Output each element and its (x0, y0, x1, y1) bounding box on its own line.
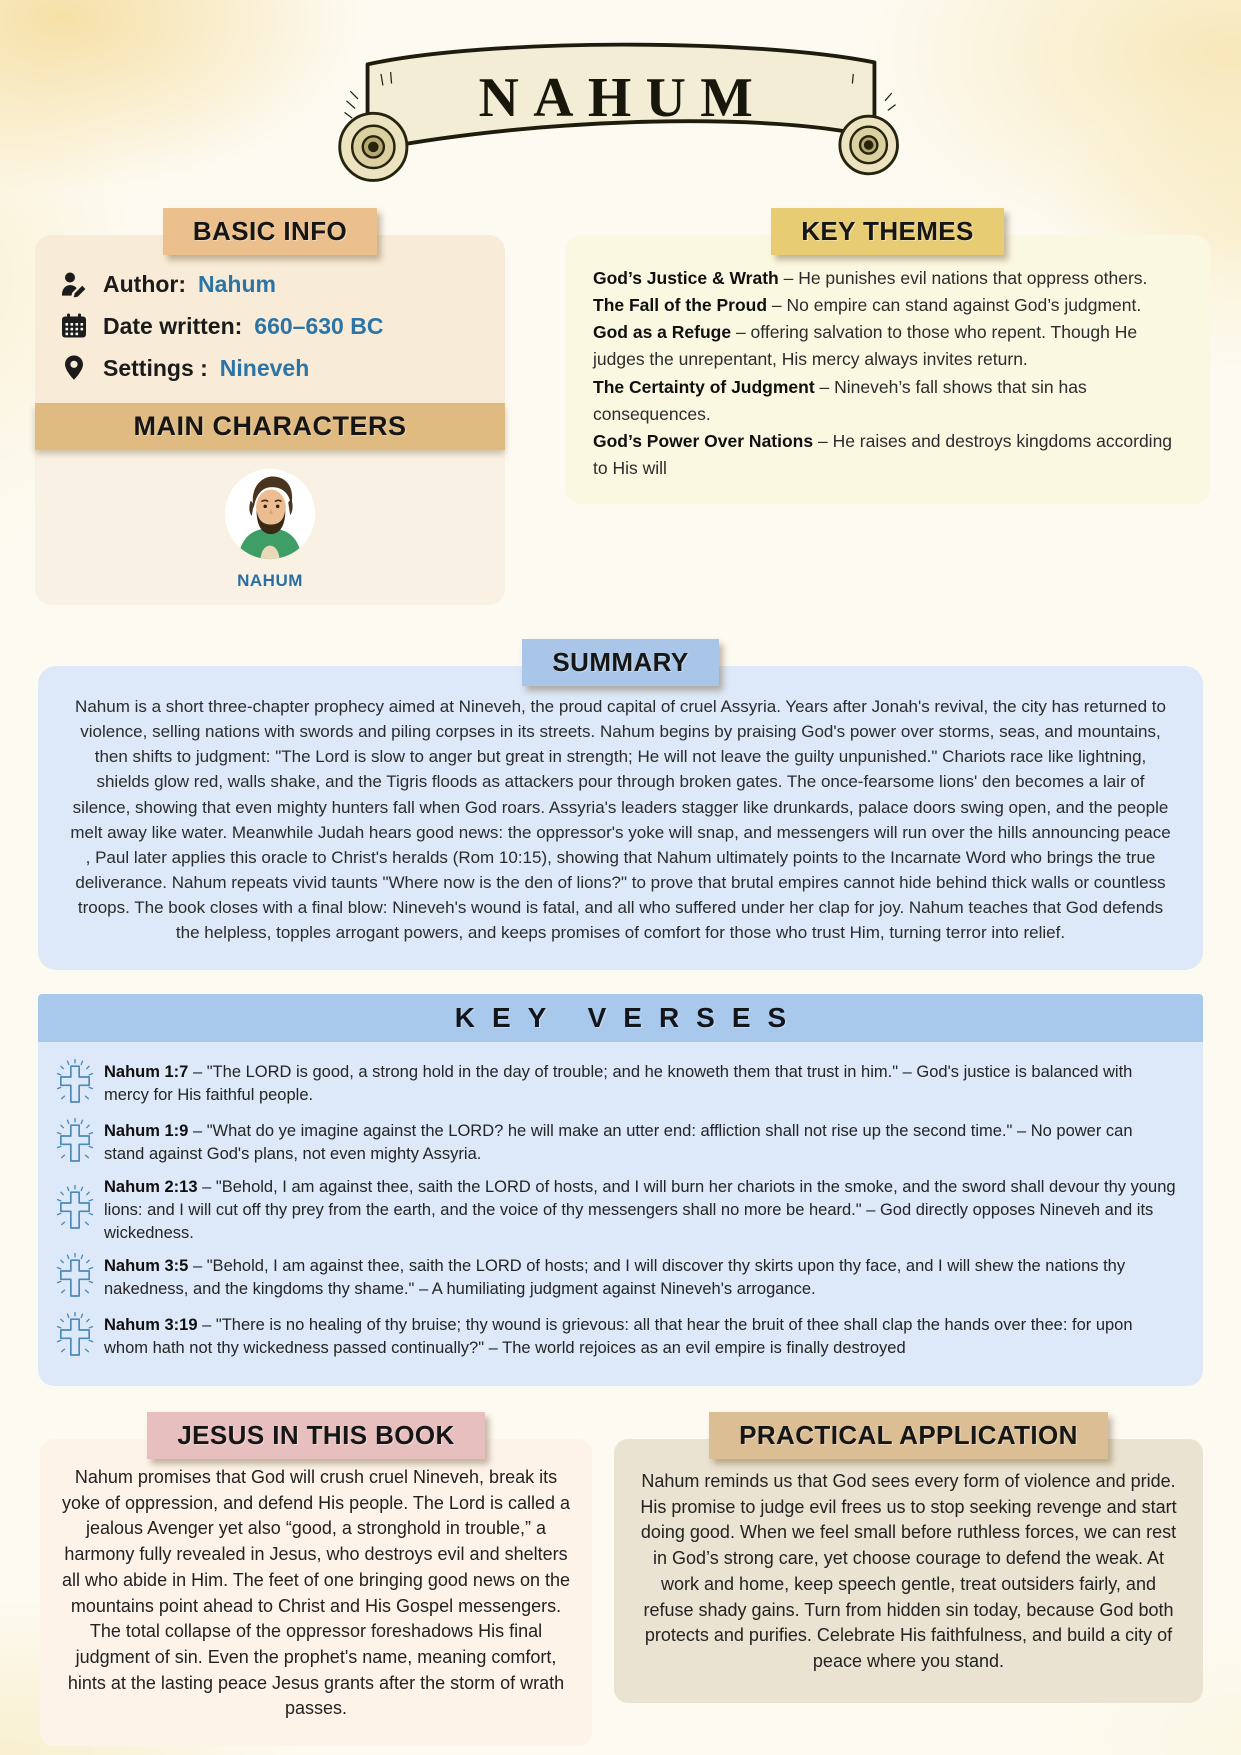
theme-item (593, 292, 1184, 319)
author-value: Nahum (198, 270, 276, 297)
date-row (59, 311, 485, 341)
theme-text: – Nineveh’s fall shows that sin has consequences. (593, 376, 1087, 424)
shining-cross-icon (52, 1252, 98, 1305)
key-verses-header: KEY VERSES (38, 994, 1203, 1042)
summary-section (38, 639, 1203, 970)
verse-text: – "There is no healing of thy bruise; thy wound is grievous: all that hear the bruit of thee shall clap the hands over thee: for upon whom hath not thy wickedness passed continually?" – The world rejoices as an evil empire is finally destroyed (104, 1315, 1133, 1358)
verse-item (52, 1117, 1177, 1170)
theme-title: The Fall of the Proud (593, 295, 768, 316)
theme-item (593, 374, 1184, 428)
settings-value: Nineveh (219, 354, 310, 381)
practical-application-header: PRACTICAL APPLICATION (709, 1412, 1108, 1459)
shining-cross-icon (52, 1184, 98, 1237)
theme-text: – No empire can stand against God’s judgment. (767, 295, 1142, 316)
verse-ref: Nahum 1:9 (104, 1121, 189, 1140)
summary-panel (38, 666, 1203, 970)
verse-text-block (98, 1061, 1177, 1108)
date-value: 660–630 BC (254, 312, 384, 339)
summary-text: Nahum is a short three-chapter prophecy aimed at Nineveh, the proud capital of cruel Assyria. Years after Jonah's revival, the city has returned to violence, selling nations with swords and piling corpses in its streets. Nahum begins by praising God's power over storms, seas, and mountains, then shifts to judgment: "The Lord is slow to anger but great in strength; He will not leave the guilty unpunished." Chariots race like lightning, shields glow red, walls shake, and the Tigris floods as attackers pour through broken gates. The once-fearsome lions' den becomes a lair of silence, showing that even mighty hunters fall when God roars. Assyria's leaders stagger like drunkards, palace doors swing open, and the people melt away like water. Meanwhile Judah hears good news: the oppressor's yoke will snap, and messengers will run over the hills announcing peace , Paul later applies this oracle to Christ's heralds (Rom 10:15), showing that Nahum ultimately points to the Incarnate Word who brings the true deliverance. Nahum repeats vivid taunts "Where now is the den of lions?" to prove that brutal empires cannot hide behind thick walls or countless troops. The book closes with a final blow: Nineveh's wound is fatal, and all who suffered under her clap for joy. Nahum teaches that God defends the helpless, topples arrogant powers, and keeps promises of comfort for those who trust Him, turning terror into relief. (70, 697, 1171, 943)
verse-text: – "What do ye imagine against the LORD? he will make an utter end: affliction shall not rise up the second time." – No power can stand against God's plans, not even mighty Assyria. (104, 1121, 1133, 1164)
jesus-column (40, 1412, 592, 1746)
verse-text-block (98, 1120, 1177, 1167)
key-verses-section (38, 994, 1203, 1386)
theme-item (593, 319, 1184, 373)
verse-item (52, 1058, 1177, 1111)
jesus-in-this-book-header: JESUS IN THIS BOOK (147, 1412, 484, 1459)
theme-title: God’s Justice & Wrath (593, 268, 779, 288)
jesus-in-this-book-panel (40, 1439, 592, 1746)
verse-item (52, 1311, 1177, 1364)
verse-text-block (98, 1255, 1177, 1302)
key-themes-panel (565, 235, 1210, 504)
theme-item (593, 428, 1184, 482)
location-icon (59, 353, 89, 383)
practical-column (614, 1412, 1203, 1703)
bottom-row (40, 1412, 1203, 1746)
verse-ref: Nahum 2:13 (104, 1177, 198, 1196)
verse-item (52, 1176, 1177, 1246)
date-label: Date written: (103, 312, 243, 339)
key-verses-panel (38, 1042, 1203, 1386)
title-banner (0, 0, 1241, 194)
key-themes-header: KEY THEMES (771, 208, 1004, 255)
theme-text: – He raises and destroys kingdoms according to His will (593, 430, 1173, 478)
author-label: Author: (103, 270, 187, 297)
main-characters-panel (35, 450, 505, 605)
scroll-banner-graphic (311, 24, 931, 192)
character-name: NAHUM (237, 571, 303, 590)
shining-cross-icon (52, 1058, 98, 1111)
verse-text: – "Behold, I am against thee, saith the LORD of hosts, and I will burn her chariots in the smoke, and the sword shall devour thy young lions: and I will cut off thy prey from the earth, and the voice of thy messengers shall no more be heard." – God directly opposes Nineveh and its wickedness. (104, 1177, 1176, 1243)
verse-ref: Nahum 1:7 (104, 1062, 189, 1081)
shining-cross-icon (52, 1117, 98, 1170)
settings-row (59, 353, 485, 383)
nahum-avatar-icon (222, 466, 318, 562)
calendar-icon (59, 311, 89, 341)
summary-header: SUMMARY (522, 639, 718, 686)
basic-info-header: BASIC INFO (163, 208, 377, 255)
author-icon (59, 269, 89, 299)
theme-text: – offering salvation to those who repent. Though He judges the unrepentant, His mercy always invites return. (593, 322, 1138, 370)
basic-info-column (35, 208, 505, 605)
verse-text-block (98, 1176, 1177, 1246)
key-themes-column (565, 208, 1210, 504)
verse-item (52, 1252, 1177, 1305)
practical-application-panel (614, 1439, 1203, 1703)
main-characters-header: MAIN CHARACTERS (35, 403, 505, 450)
verse-ref: Nahum 3:5 (104, 1256, 189, 1275)
author-row (59, 269, 485, 299)
basic-info-panel (35, 235, 505, 403)
book-title: NAHUM (478, 67, 767, 130)
verse-text-block (98, 1314, 1177, 1361)
character-avatar (35, 466, 505, 567)
settings-label: Settings : (103, 354, 208, 381)
theme-title: God as a Refuge (593, 322, 732, 343)
verse-text: – "Behold, I am against thee, saith the LORD of hosts; and I will discover thy skirts upon thy face, and I will shew the nations thy nakedness, and the kingdoms thy shame." – A humiliating judgment against Nineveh's arrogance. (104, 1256, 1126, 1299)
theme-item (593, 265, 1184, 292)
theme-title: The Certainty of Judgment (593, 376, 815, 397)
theme-text: – He punishes evil nations that oppress others. (778, 268, 1148, 288)
verse-text: – "The LORD is good, a strong hold in the day of trouble; and he knoweth them that trust in him." – God's justice is balanced with mercy for His faithful people. (104, 1062, 1133, 1105)
shining-cross-icon (52, 1311, 98, 1364)
jesus-in-this-book-text: Nahum promises that God will crush cruel Nineveh, break its yoke of oppression, and defend His people. The Lord is called a jealous Avenger yet also “good, a stronghold in trouble,” a harmony fully revealed in Jesus, who destroys evil and shelters all who abide in Him. The feet of one bringing good news on the mountains point ahead to Christ and His Gospel messengers. The total collapse of the oppressor foreshadows His final judgment of sin. Even the prophet's name, meaning comfort, hints at the lasting peace Jesus grants after the storm of wrath passes. (62, 1466, 570, 1719)
theme-title: God’s Power Over Nations (593, 430, 814, 451)
practical-application-text: Nahum reminds us that God sees every form of violence and pride. His promise to judge evil frees us to stop seeking revenge and start doing good. When we feel small before ruthless forces, we can rest in God’s strong care, yet choose courage to defend the weak. At work and home, keep speech gentle, treat outsiders fairly, and refuse shady gains. Turn from hidden sin today, because God both protects and purifies. Celebrate His faithfulness, and build a city of peace where you stand. (640, 1470, 1177, 1671)
top-row (35, 208, 1210, 605)
verse-ref: Nahum 3:19 (104, 1315, 198, 1334)
